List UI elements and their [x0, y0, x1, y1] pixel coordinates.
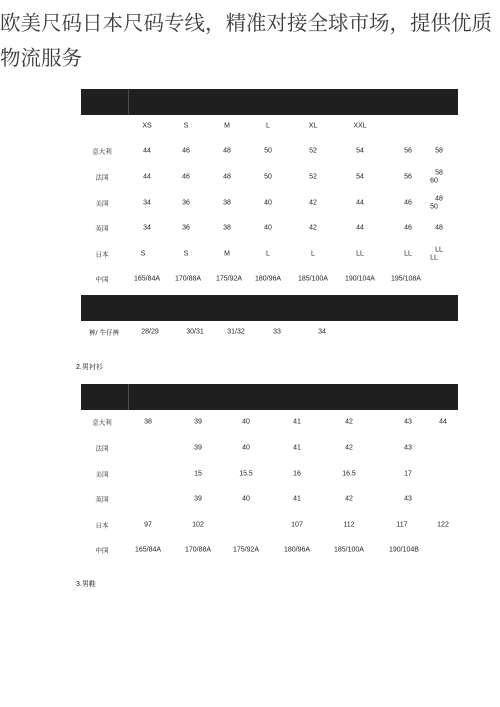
table1-header-left	[81, 89, 129, 115]
table-cell: 190/104B	[389, 546, 419, 554]
table-cell: 180/96A	[283, 546, 311, 554]
table-cell: 46	[182, 147, 190, 155]
table-cell: 52	[309, 173, 317, 181]
table-cell: 34	[143, 199, 151, 207]
table-cell: 41	[293, 418, 301, 426]
table-cell: LL	[356, 250, 364, 258]
table-cell: 117	[396, 521, 408, 529]
table-cell: 60	[430, 177, 438, 185]
row-label: 法国	[95, 444, 109, 453]
table1-waist-header	[81, 295, 458, 321]
table-cell: 170/88A	[184, 546, 212, 554]
table-cell: 42	[309, 199, 317, 207]
table-cell: 36	[182, 199, 190, 207]
table-cell: 48	[223, 173, 231, 181]
table-cell: 43	[404, 418, 412, 426]
table-cell: 102	[192, 521, 204, 529]
table-cell: 107	[291, 521, 303, 529]
table-cell: LL	[435, 246, 443, 254]
table-cell: 165/84A	[134, 546, 162, 554]
table-cell: 39	[194, 418, 202, 426]
table-cell: 52	[309, 147, 317, 155]
table-cell: 50	[264, 147, 272, 155]
table-cell: 33	[273, 328, 281, 336]
table-cell: 48	[435, 224, 443, 232]
table-cell: 15.5	[239, 470, 253, 478]
table-cell: 48	[435, 195, 443, 203]
table-cell: 44	[143, 173, 151, 181]
table-cell: 46	[404, 224, 412, 232]
table-cell: 40	[264, 199, 272, 207]
table-cell: 58	[435, 147, 443, 155]
table-cell: 39	[194, 444, 202, 452]
table-cell: 42	[345, 444, 353, 452]
size-header-cell: XXL	[353, 122, 367, 130]
table-cell: M	[224, 250, 230, 258]
table-cell: 41	[293, 444, 301, 452]
table-cell: 38	[223, 224, 231, 232]
table-cell: L	[311, 250, 315, 258]
table-cell: 42	[309, 224, 317, 232]
table-cell: 16	[293, 470, 301, 478]
row-label: 日本	[95, 250, 109, 259]
table2-header	[81, 384, 458, 410]
table-cell: 17	[404, 470, 412, 478]
row-label: 日本	[95, 521, 109, 530]
table-cell: 34	[318, 328, 326, 336]
table-cell: 180/96A	[254, 275, 282, 283]
table-cell: 122	[437, 521, 449, 529]
size-header-cell: XL	[308, 122, 318, 130]
table-cell: 185/100A	[298, 275, 328, 283]
row-label: 裤/ 牛仔裤	[88, 328, 120, 337]
table-cell: S	[183, 250, 189, 258]
table-cell: 44	[143, 147, 151, 155]
table-cell: 43	[404, 444, 412, 452]
table-cell: 39	[194, 495, 202, 503]
table-cell: 112	[343, 521, 355, 529]
section-title-shirts: 2.男衬衫	[76, 364, 103, 371]
row-label: 中国	[95, 546, 109, 555]
table-cell: 42	[345, 418, 353, 426]
table-cell: 170/88A	[174, 275, 202, 283]
table-cell: L	[266, 250, 270, 258]
row-label: 美国	[95, 470, 109, 479]
table-cell: 31/32	[227, 328, 245, 336]
row-label: 意大利	[92, 147, 112, 156]
table-cell: S	[140, 250, 146, 258]
table-cell: 185/100A	[334, 546, 364, 554]
table-cell: 40	[264, 224, 272, 232]
table-cell: 165/84A	[133, 275, 161, 283]
table-cell: LL	[404, 250, 412, 258]
table-cell: 38	[223, 199, 231, 207]
row-label: 中国	[95, 275, 109, 284]
table-cell: 50	[264, 173, 272, 181]
table-cell: 28/29	[141, 328, 159, 336]
table-cell: 30/31	[186, 328, 204, 336]
table-cell: 190/104A	[345, 275, 375, 283]
table-cell: 16.5	[342, 470, 356, 478]
size-header-cell: XS	[142, 122, 152, 130]
table-cell: 50	[430, 203, 438, 211]
table-cell: 43	[404, 495, 412, 503]
table-cell: 40	[242, 444, 250, 452]
row-label: 英国	[95, 224, 109, 233]
table-cell: 44	[356, 199, 364, 207]
table1-header	[81, 89, 458, 115]
table-cell: 56	[404, 147, 412, 155]
table-cell: 54	[356, 173, 364, 181]
section-title-shoes: 3.男鞋	[76, 581, 96, 588]
table-cell: 97	[144, 521, 152, 529]
table2-header-left	[81, 384, 129, 410]
row-label: 意大利	[92, 418, 112, 427]
row-label: 美国	[95, 199, 109, 208]
table-cell: 54	[356, 147, 364, 155]
table-cell: 195/108A	[391, 275, 421, 283]
table-cell: 42	[345, 495, 353, 503]
size-header-cell: L	[266, 122, 270, 130]
table-cell: 34	[143, 224, 151, 232]
table-cell: 56	[404, 173, 412, 181]
table-cell: 175/92A	[232, 546, 260, 554]
size-header-cell: M	[224, 122, 230, 130]
table-cell: 46	[404, 199, 412, 207]
table-cell: 44	[439, 418, 447, 426]
size-header-cell: S	[183, 122, 189, 130]
row-label: 英国	[95, 495, 109, 504]
table-cell: 40	[242, 418, 250, 426]
table-cell: 40	[242, 495, 250, 503]
table-cell: 15	[194, 470, 202, 478]
table-cell: 41	[293, 495, 301, 503]
table-cell: 48	[223, 147, 231, 155]
row-label: 法国	[95, 173, 109, 182]
table-cell: 58	[435, 169, 443, 177]
page-title: 欧美尺码日本尺码专线，精准对接全球市场，提供优质物流服务	[0, 11, 492, 70]
table-cell: 46	[182, 173, 190, 181]
table-cell: 44	[356, 224, 364, 232]
table-cell: 38	[144, 418, 152, 426]
table-cell: LL	[430, 254, 438, 262]
table-cell: 36	[182, 224, 190, 232]
table-cell: 175/92A	[215, 275, 243, 283]
